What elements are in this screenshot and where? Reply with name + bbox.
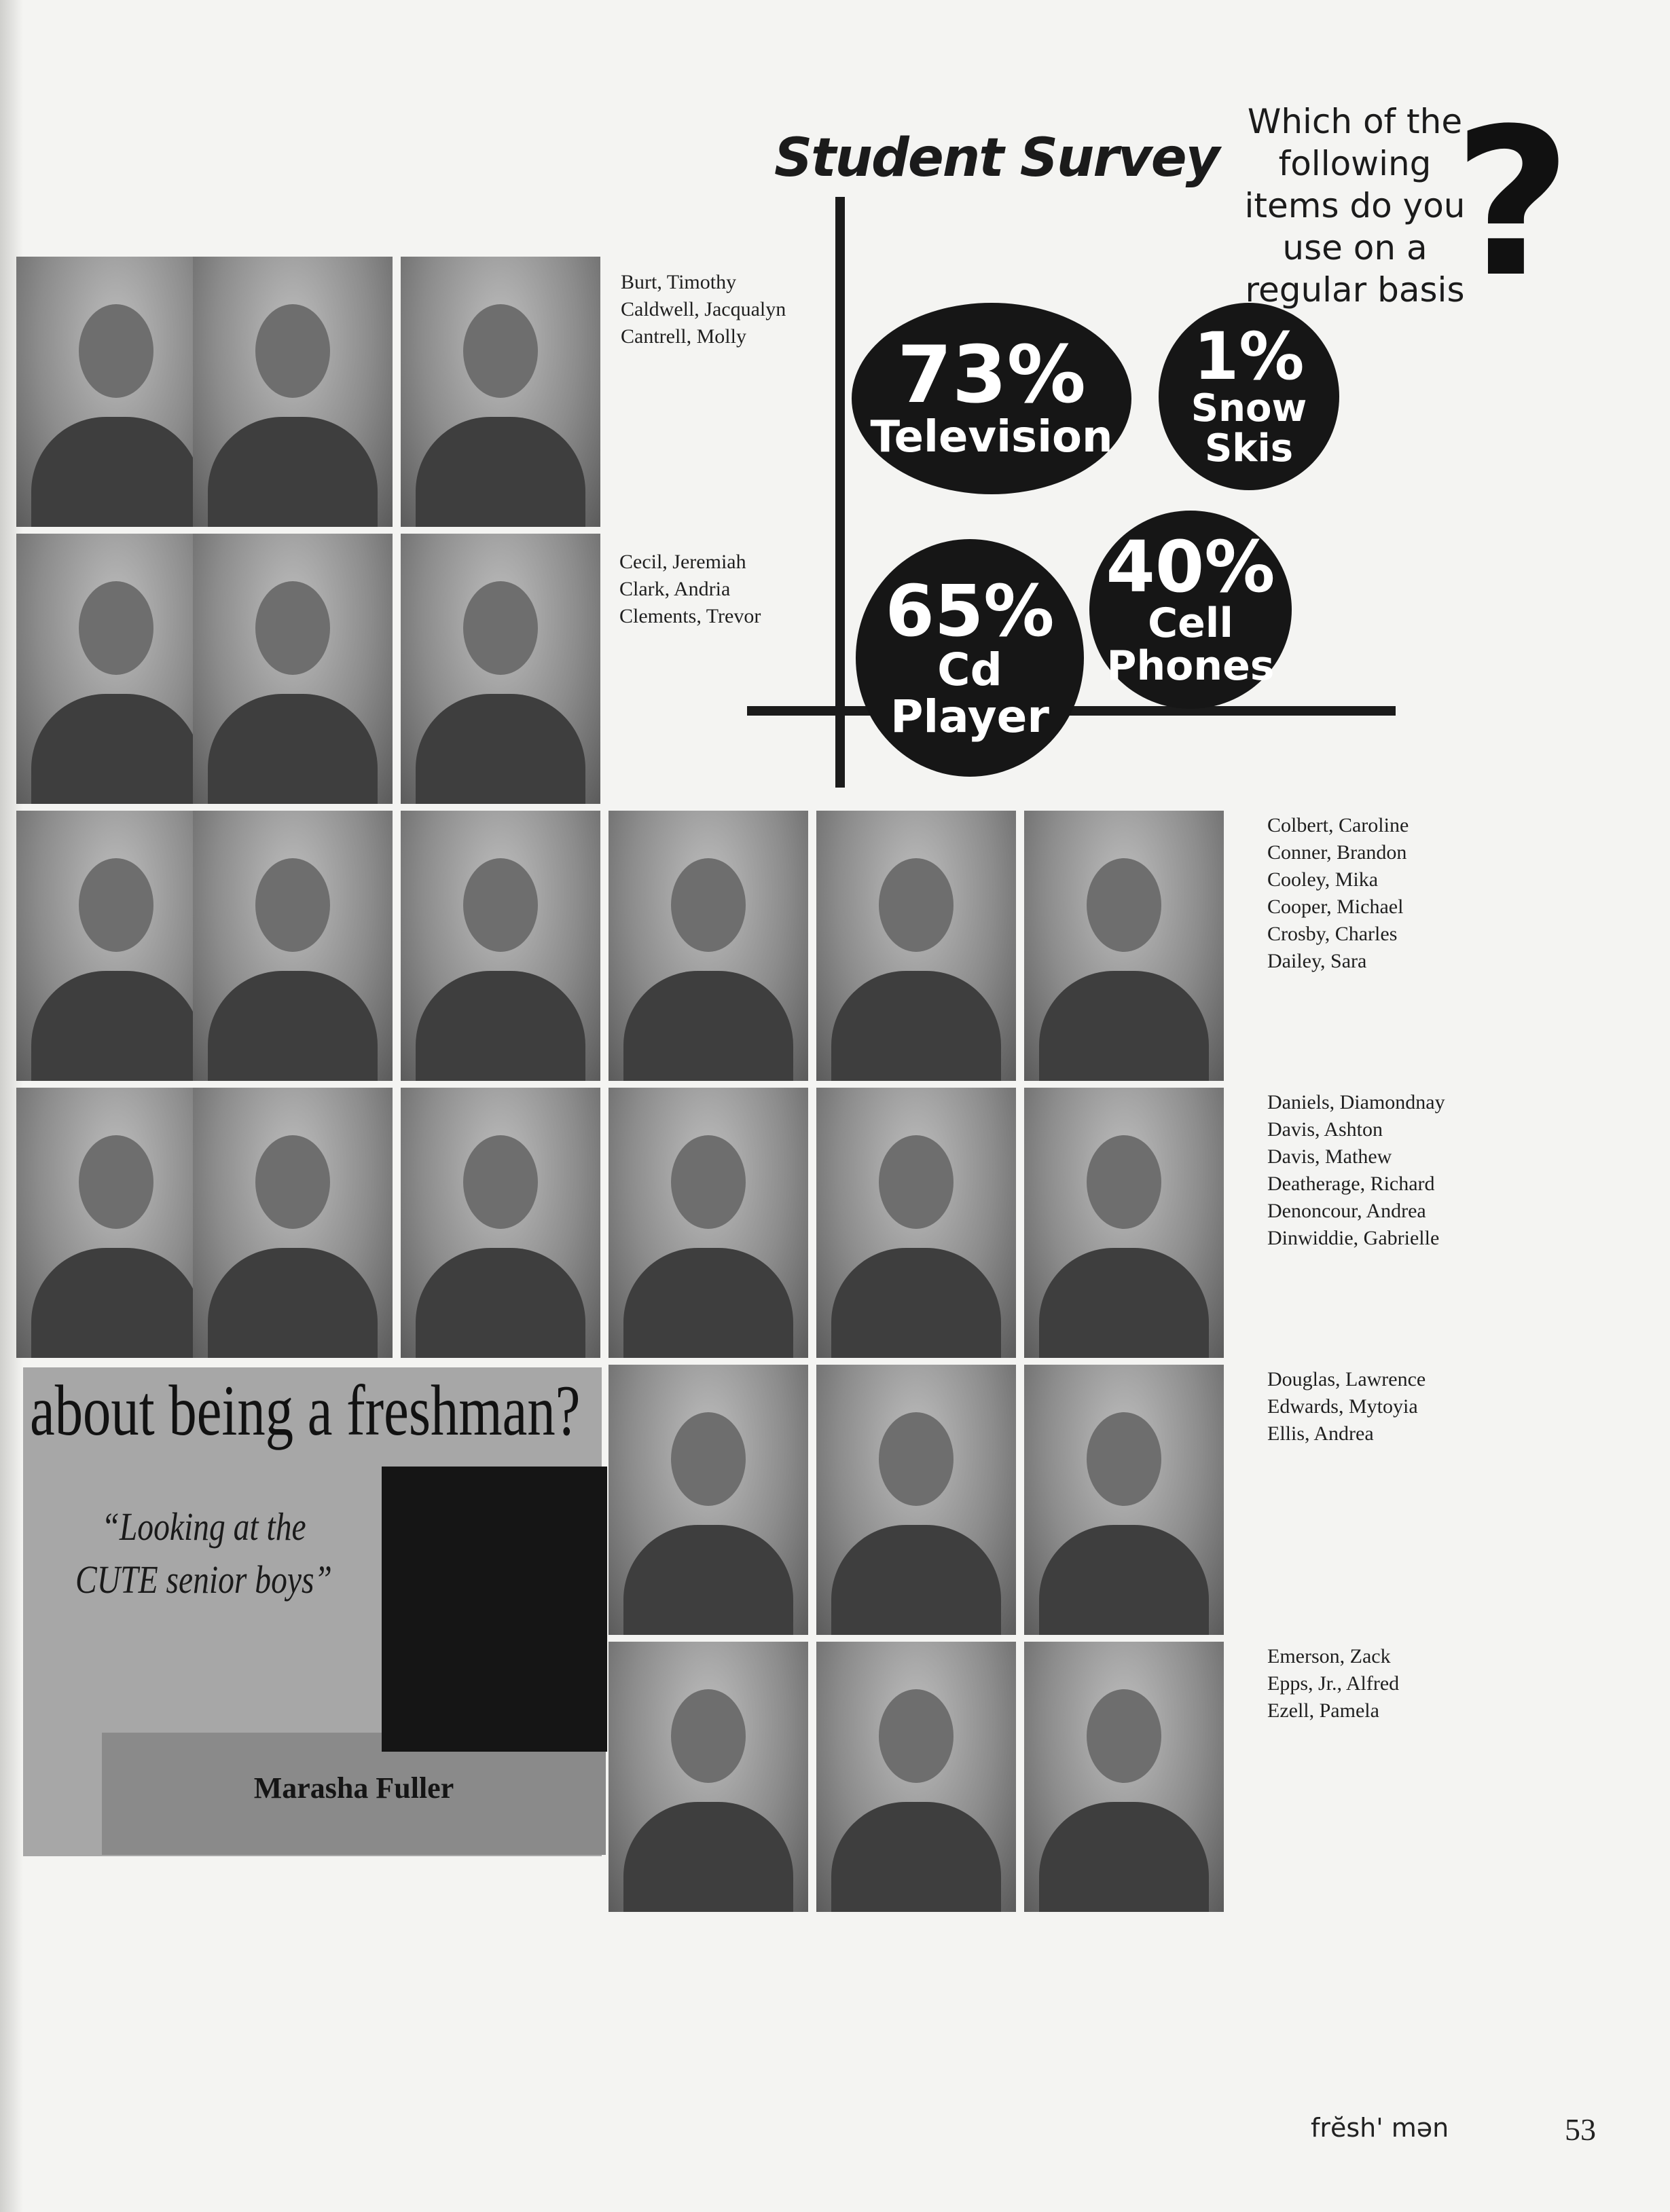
survey-question-line: Which of the xyxy=(1247,102,1463,141)
student-name: Daniels, Diamondnay xyxy=(1267,1091,1445,1113)
portrait-head xyxy=(1087,1412,1161,1506)
quote-author-photo xyxy=(382,1467,607,1752)
portrait-shoulders xyxy=(31,1248,201,1358)
portrait-shoulders xyxy=(831,1802,1001,1912)
portrait-shoulders xyxy=(623,971,793,1081)
portrait-head xyxy=(255,304,330,398)
student-portrait xyxy=(193,1088,393,1358)
student-name: Cecil, Jeremiah xyxy=(619,551,746,573)
portrait-head xyxy=(255,858,330,952)
survey-result-television xyxy=(852,303,1131,494)
portrait-shoulders xyxy=(623,1248,793,1358)
student-name: Davis, Ashton xyxy=(1267,1118,1383,1141)
student-portrait xyxy=(1024,1088,1224,1358)
name-list-row-6 xyxy=(1267,1643,1399,1725)
page-number: 53 xyxy=(1565,2112,1596,2147)
student-name: Douglas, Lawrence xyxy=(1267,1368,1426,1390)
portrait-shoulders xyxy=(831,971,1001,1081)
student-name: Burt, Timothy xyxy=(621,271,737,293)
survey-vertical-axis xyxy=(835,197,845,788)
student-name: Clements, Trevor xyxy=(619,605,761,627)
survey-title: Student Survey xyxy=(774,128,1219,189)
student-portrait xyxy=(193,534,393,804)
survey-result-label: Cd Player xyxy=(890,643,1049,743)
portrait-shoulders xyxy=(416,1248,585,1358)
portrait-shoulders xyxy=(208,417,378,527)
portrait-head xyxy=(463,581,538,675)
portrait-head xyxy=(879,858,954,952)
student-name: Colbert, Caroline xyxy=(1267,814,1409,836)
portrait-head xyxy=(463,858,538,952)
student-name: Cantrell, Molly xyxy=(621,325,746,348)
section-label: frĕsh' mən xyxy=(1311,2113,1449,2143)
portrait-shoulders xyxy=(831,1248,1001,1358)
question-mark-icon: ? xyxy=(1453,85,1572,322)
student-name: Dailey, Sara xyxy=(1267,950,1367,972)
student-portrait xyxy=(1024,1642,1224,1912)
survey-question xyxy=(1222,100,1487,311)
student-portrait xyxy=(16,534,216,804)
student-name: Deatherage, Richard xyxy=(1267,1173,1435,1195)
portrait-head xyxy=(1087,858,1161,952)
survey-result-percent: 73% xyxy=(897,329,1086,422)
student-portrait xyxy=(401,811,600,1081)
student-portrait xyxy=(193,811,393,1081)
portrait-shoulders xyxy=(416,417,585,527)
portrait-head xyxy=(79,581,153,675)
portrait-head xyxy=(79,304,153,398)
name-list-row-3 xyxy=(1267,812,1409,975)
student-portrait xyxy=(816,1365,1016,1635)
portrait-shoulders xyxy=(1039,1248,1209,1358)
survey-result-snow-skis xyxy=(1159,303,1339,490)
student-portrait xyxy=(816,1088,1016,1358)
student-portrait xyxy=(1024,1365,1224,1635)
student-portrait xyxy=(609,1642,808,1912)
portrait-head xyxy=(671,858,746,952)
portrait-head xyxy=(1087,1689,1161,1783)
portrait-shoulders xyxy=(208,971,378,1081)
student-name: Emerson, Zack xyxy=(1267,1645,1391,1667)
student-name: Edwards, Mytoyia xyxy=(1267,1395,1418,1418)
survey-result-label: Snow Skis xyxy=(1191,386,1307,471)
student-portrait xyxy=(401,534,600,804)
portrait-shoulders xyxy=(31,971,201,1081)
portrait-shoulders xyxy=(1039,1525,1209,1635)
portrait-shoulders xyxy=(31,417,201,527)
survey-result-percent: 40% xyxy=(1106,526,1275,608)
survey-result-percent: 1% xyxy=(1193,318,1305,395)
portrait-head xyxy=(671,1412,746,1506)
survey-question-line: use on a xyxy=(1282,228,1428,268)
student-name: Dinwiddie, Gabrielle xyxy=(1267,1227,1440,1249)
survey-result-percent: 65% xyxy=(885,569,1055,652)
student-portrait xyxy=(1024,811,1224,1081)
survey-result-cell-phones xyxy=(1089,511,1292,709)
student-portrait xyxy=(16,257,216,527)
portrait-shoulders xyxy=(208,1248,378,1358)
name-list-row-4 xyxy=(1267,1089,1445,1252)
student-name: Clark, Andria xyxy=(619,578,731,600)
survey-question-line: items do you xyxy=(1244,186,1466,225)
quote-text: “Looking at the CUTE senior boys” xyxy=(75,1505,332,1602)
portrait-shoulders xyxy=(831,1525,1001,1635)
portrait-head xyxy=(671,1135,746,1229)
portrait-head xyxy=(879,1689,954,1783)
student-name: Denoncour, Andrea xyxy=(1267,1200,1426,1222)
student-portrait xyxy=(401,257,600,527)
portrait-shoulders xyxy=(416,971,585,1081)
student-name: Cooper, Michael xyxy=(1267,896,1404,918)
student-portrait xyxy=(609,1365,808,1635)
survey-result-cd-player xyxy=(856,539,1084,777)
student-name: Cooley, Mika xyxy=(1267,868,1379,891)
portrait-shoulders xyxy=(1039,1802,1209,1912)
student-portrait xyxy=(609,811,808,1081)
student-name: Conner, Brandon xyxy=(1267,841,1407,864)
portrait-head xyxy=(79,858,153,952)
portrait-head xyxy=(879,1135,954,1229)
student-portrait xyxy=(401,1088,600,1358)
survey-result-label: Cell Phones xyxy=(1106,600,1275,690)
survey-result-label: Television xyxy=(870,412,1113,463)
portrait-head xyxy=(79,1135,153,1229)
quote-heading: about being a freshman? xyxy=(30,1371,581,1450)
portrait-head xyxy=(463,1135,538,1229)
student-name: Ellis, Andrea xyxy=(1267,1422,1374,1445)
portrait-head xyxy=(255,581,330,675)
student-name: Davis, Mathew xyxy=(1267,1145,1392,1168)
student-name: Crosby, Charles xyxy=(1267,923,1398,945)
name-list-row-5 xyxy=(1267,1366,1426,1448)
student-portrait xyxy=(816,811,1016,1081)
portrait-shoulders xyxy=(208,694,378,804)
portrait-shoulders xyxy=(416,694,585,804)
portrait-shoulders xyxy=(623,1525,793,1635)
student-portrait xyxy=(193,257,393,527)
portrait-head xyxy=(1087,1135,1161,1229)
student-name: Epps, Jr., Alfred xyxy=(1267,1672,1400,1695)
student-portrait xyxy=(609,1088,808,1358)
portrait-head xyxy=(671,1689,746,1783)
survey-question-line: regular basis xyxy=(1245,270,1465,310)
survey-question-line: following xyxy=(1278,144,1432,183)
student-name: Caldwell, Jacqualyn xyxy=(621,298,786,320)
portrait-shoulders xyxy=(1039,971,1209,1081)
name-list-row-1 xyxy=(621,269,786,350)
quote-author: Marasha Fuller xyxy=(253,1771,454,1805)
student-portrait xyxy=(16,811,216,1081)
portrait-head xyxy=(255,1135,330,1229)
student-portrait xyxy=(16,1088,216,1358)
portrait-shoulders xyxy=(623,1802,793,1912)
portrait-shoulders xyxy=(31,694,201,804)
student-portrait xyxy=(816,1642,1016,1912)
student-name: Ezell, Pamela xyxy=(1267,1699,1379,1722)
portrait-head xyxy=(463,304,538,398)
name-list-row-2 xyxy=(619,549,761,630)
portrait-head xyxy=(879,1412,954,1506)
